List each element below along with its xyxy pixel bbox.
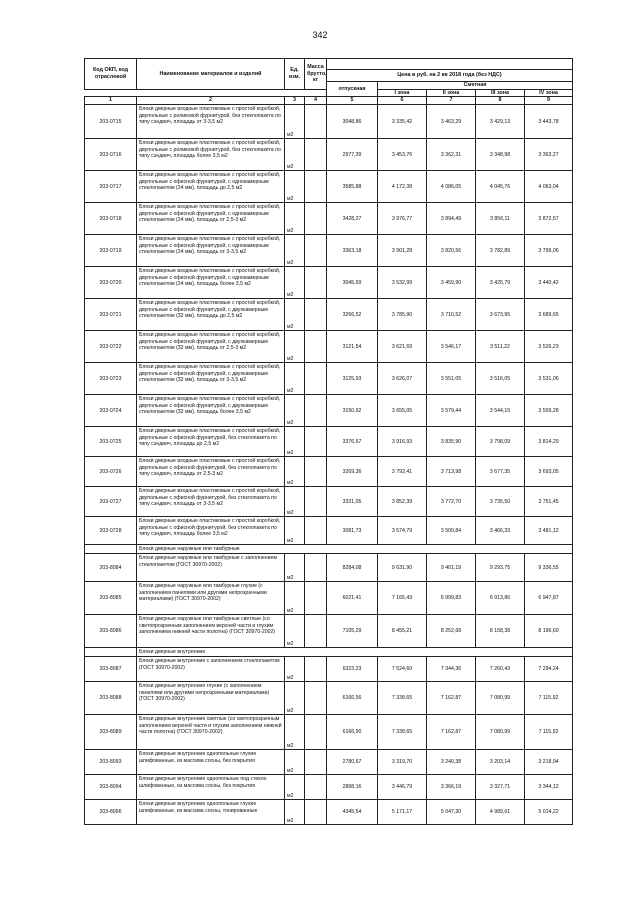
product-name: Блоки дверные входные пластиковые с простой коробкой, двупольные с офисной фурнитурой, с однокамерным стеклопакетом (24 мм), площадь от 2,5-3 м2 (137, 203, 285, 235)
unit: м2 (285, 487, 305, 517)
zone-2-price: 3 835,90 (427, 427, 476, 457)
unit: м2 (285, 517, 305, 545)
header-estimate: Сметная (378, 82, 573, 90)
release-price: 4345,54 (327, 800, 378, 825)
zone-2-price: 9 401,19 (427, 554, 476, 582)
zone-4-price: 5 014,22 (525, 800, 573, 825)
product-name: Блоки дверные входные пластиковые с простой коробкой, двупольные с офисной фурнитурой, с однокамерным стеклопакетом (24 мм), площадь до 2,5 м2 (137, 171, 285, 203)
zone-2-price: 3 463,29 (427, 105, 476, 139)
release-price: 3266,52 (327, 299, 378, 331)
zone-4-price: 3 872,57 (525, 203, 573, 235)
product-name: Блоки дверные входные пластиковые с простой коробкой, двупольные с роликовой фурнитурой, без стеклопакета по типу сэндвич, площадь от 3-3,5 м2 (137, 105, 285, 139)
zone-2-price: 3 713,98 (427, 457, 476, 487)
mass (305, 800, 327, 825)
table-body (85, 105, 573, 825)
release-price: 3269,36 (327, 457, 378, 487)
zone-2-price: 3 579,44 (427, 395, 476, 427)
zone-4-price: 3 440,42 (525, 267, 573, 299)
header-price-group: Цена в руб. на 2 кв 2018 года (без НДС) (327, 70, 573, 82)
table-row (85, 517, 573, 545)
zone-1-price: 3 626,07 (378, 363, 427, 395)
zone-3-price: 3 856,11 (476, 203, 525, 235)
zone-4-price: 3 751,45 (525, 487, 573, 517)
header-release: отпускная (327, 82, 378, 97)
unit: м2 (285, 331, 305, 363)
zone-4-price: 3 693,05 (525, 457, 573, 487)
zone-3-price: 3 798,09 (476, 427, 525, 457)
mass (305, 139, 327, 171)
zone-3-price: 3 511,22 (476, 331, 525, 363)
zone-4-price: 7 294,24 (525, 657, 573, 682)
zone-1-price: 9 631,90 (378, 554, 427, 582)
product-name: Блоки дверные входные пластиковые с простой коробкой, двупольные с офисной фурнитурой, с двухкамерным стеклопакетом (32 мм), площадь до 2,5 м2 (137, 299, 285, 331)
column-number: 3 (285, 97, 305, 105)
zone-2-price: 3 710,52 (427, 299, 476, 331)
product-name: Блоки дверные входные пластиковые с простой коробкой, двупольные с офисной фурнитурой, без стеклопакета по типу сэндвич, площадь от 3-3,5 м2 (137, 487, 285, 517)
column-number: 8 (476, 97, 525, 105)
zone-2-price: 3 772,70 (427, 487, 476, 517)
section-blank (85, 648, 137, 657)
mass (305, 395, 327, 427)
zone-4-price: 9 336,55 (525, 554, 573, 582)
product-code: 203-0726 (85, 457, 137, 487)
zone-1-price: 3 574,79 (378, 517, 427, 545)
unit: м2 (285, 715, 305, 750)
section-row (85, 648, 573, 657)
table-row (85, 615, 573, 648)
product-name: Блоки дверные входные пластиковые с простой коробкой, двупольные с офисной фурнитурой, с двухкамерным стеклопакетом (32 мм), площадь от 3-3,5 м2 (137, 363, 285, 395)
column-number: 2 (137, 97, 285, 105)
zone-3-price: 4 989,61 (476, 800, 525, 825)
product-code: 203-0718 (85, 203, 137, 235)
zone-1-price: 7 524,60 (378, 657, 427, 682)
product-name: Блоки дверные внутренние однопольные глухие шпифованные, из массива сосны, тонированные (137, 800, 285, 825)
release-price: 2898,16 (327, 775, 378, 800)
table-row (85, 457, 573, 487)
unit: м2 (285, 105, 305, 139)
mass (305, 299, 327, 331)
unit: м2 (285, 554, 305, 582)
product-code: 203-0727 (85, 487, 137, 517)
header-unit: Ед. изм. (285, 59, 305, 90)
table-row (85, 331, 573, 363)
mass (305, 171, 327, 203)
zone-2-price: 3 459,90 (427, 267, 476, 299)
product-code: 203-8093 (85, 750, 137, 775)
product-name: Блоки дверные входные пластиковые с простой коробкой, двупольные с офисной фурнитурой, с двухкамерным стеклопакетом (32 мм), площадь от 2,5-3 м2 (137, 331, 285, 363)
product-code: 203-8085 (85, 582, 137, 615)
mass (305, 775, 327, 800)
zone-1-price: 3 319,70 (378, 750, 427, 775)
zone-1-price: 3 792,41 (378, 457, 427, 487)
product-code: 203-8088 (85, 682, 137, 715)
table-row (85, 487, 573, 517)
zone-3-price: 3 782,89 (476, 235, 525, 267)
section-row (85, 545, 573, 554)
zone-1-price: 3 446,79 (378, 775, 427, 800)
mass (305, 427, 327, 457)
zone-4-price: 3 531,06 (525, 363, 573, 395)
zone-1-price: 3 453,76 (378, 139, 427, 171)
product-code: 203-0728 (85, 517, 137, 545)
release-price: 3321,05 (327, 487, 378, 517)
table-header (85, 59, 573, 105)
zone-4-price: 3 218,94 (525, 750, 573, 775)
zone-4-price: 7 115,92 (525, 715, 573, 750)
zone-4-price: 3 526,23 (525, 331, 573, 363)
unit: м2 (285, 582, 305, 615)
zone-4-price: 3 559,28 (525, 395, 573, 427)
release-price: 3121,54 (327, 331, 378, 363)
price-table (84, 58, 573, 825)
zone-4-price: 7 115,92 (525, 682, 573, 715)
table-row (85, 554, 573, 582)
mass (305, 331, 327, 363)
zone-1-price: 3 532,99 (378, 267, 427, 299)
table-row (85, 657, 573, 682)
zone-2-price: 7 162,87 (427, 682, 476, 715)
column-number: 6 (378, 97, 427, 105)
zone-3-price: 3 677,35 (476, 457, 525, 487)
unit: м2 (285, 395, 305, 427)
product-name: Блоки дверные внутренние однопольные глухие шпифованные, из массива сосны, без покрытия (137, 750, 285, 775)
mass (305, 363, 327, 395)
mass (305, 487, 327, 517)
release-price: 6021,41 (327, 582, 378, 615)
zone-3-price: 3 327,71 (476, 775, 525, 800)
product-name: Блоки дверные наружные или тамбурные светлые (со светопрозрачным заполнением верхней части и глухим заполнением нижней части полотна) (ГОСТ 30970-2002) (137, 615, 285, 648)
unit: м2 (285, 235, 305, 267)
zone-4-price: 6 947,87 (525, 582, 573, 615)
zone-2-price: 3 820,56 (427, 235, 476, 267)
mass (305, 657, 327, 682)
zone-1-price: 7 165,43 (378, 582, 427, 615)
product-name: Блоки дверные входные пластиковые с простой коробкой, двупольные с офисной фурнитурой, без стеклопакета по типу сэндвич, площадь от 2,5-3 м2 (137, 457, 285, 487)
unit: м2 (285, 139, 305, 171)
product-code: 203-0725 (85, 427, 137, 457)
product-name: Блоки дверные наружные или тамбурные глухие (с заполнением панелями или другими непрозрачными материалами) (ГОСТ 30970-2002) (137, 582, 285, 615)
release-price: 2780,67 (327, 750, 378, 775)
header-code: Код ОКП, код отраслевой (85, 59, 137, 90)
page-number: 342 (312, 30, 328, 40)
zone-1-price: 3 916,93 (378, 427, 427, 457)
product-name: Блоки дверные внутренние глухие (с заполнением панелями или другими непрозрачными материалами) (ГОСТ 30970-2002) (137, 682, 285, 715)
zone-4-price: 3 799,06 (525, 235, 573, 267)
unit: м2 (285, 299, 305, 331)
product-code: 203-0716 (85, 139, 137, 171)
zone-4-price: 3 689,65 (525, 299, 573, 331)
header-zone-1: I зона (378, 89, 427, 97)
unit: м2 (285, 457, 305, 487)
zone-3-price: 3 429,13 (476, 105, 525, 139)
product-name: Блоки дверные входные пластиковые с простой коробкой, двупольные с офисной фурнитурой, с однокамерным стеклопакетом (24 мм), площадь от 3-3,5 м2 (137, 235, 285, 267)
unit: м2 (285, 657, 305, 682)
column-number: 9 (525, 97, 573, 105)
release-price: 3125,93 (327, 363, 378, 395)
product-name: Блоки дверные внутренние с заполнением стеклопакетом (ГОСТ 30970-2002) (137, 657, 285, 682)
product-code: 203-0715 (85, 105, 137, 139)
product-code: 203-0720 (85, 267, 137, 299)
zone-2-price: 3 546,17 (427, 331, 476, 363)
product-code: 203-0722 (85, 331, 137, 363)
zone-3-price: 3 544,15 (476, 395, 525, 427)
zone-3-price: 7 080,99 (476, 715, 525, 750)
release-price: 6166,90 (327, 715, 378, 750)
unit: м2 (285, 775, 305, 800)
table-row (85, 235, 573, 267)
zone-3-price: 3 516,05 (476, 363, 525, 395)
zone-3-price: 6 913,86 (476, 582, 525, 615)
mass (305, 457, 327, 487)
table-row (85, 750, 573, 775)
product-code: 203-8086 (85, 615, 137, 648)
zone-1-price: 5 171,17 (378, 800, 427, 825)
product-name: Блоки дверные входные пластиковые с простой коробкой, двупольные с офисной фурнитурой, без стеклопакета по типу сэндвич, площадь более 3,5 м2 (137, 517, 285, 545)
zone-1-price: 3 655,05 (378, 395, 427, 427)
mass (305, 267, 327, 299)
unit: м2 (285, 682, 305, 715)
release-price: 3585,88 (327, 171, 378, 203)
column-number: 1 (85, 97, 137, 105)
product-name: Блоки дверные внутренние однопольные под стекло шлифованные, из массива сосны, без покрытия (137, 775, 285, 800)
release-price: 6166,56 (327, 682, 378, 715)
product-code: 203-8087 (85, 657, 137, 682)
zone-1-price: 4 172,38 (378, 171, 427, 203)
mass (305, 203, 327, 235)
zone-2-price: 8 252,68 (427, 615, 476, 648)
table-row (85, 715, 573, 750)
column-numbers-row (85, 97, 573, 105)
mass (305, 715, 327, 750)
zone-2-price: 6 999,83 (427, 582, 476, 615)
zone-2-price: 5 047,30 (427, 800, 476, 825)
product-name: Блоки дверные входные пластиковые с простой коробкой, двупольные с офисной фурнитурой, с двухкамерным стеклопакетом (32 мм), площадь более 3,5 м2 (137, 395, 285, 427)
release-price: 3428,27 (327, 203, 378, 235)
table-row (85, 267, 573, 299)
header-name: Наименование материалов и изделий (137, 59, 285, 90)
zone-2-price: 3 500,84 (427, 517, 476, 545)
product-name: Блоки дверные входные пластиковые с простой коробкой, двупольные с офисной фурнитурой, без стеклопакета по типу сэндвич, площадь до 2,5 м2 (137, 427, 285, 457)
zone-2-price: 3 366,19 (427, 775, 476, 800)
mass (305, 235, 327, 267)
product-name: Блоки дверные внутренние светлые (со светопрозрачным заполнением верхней части и глухим заполнением нижней части полотна) (ГОСТ 30970-2002) (137, 715, 285, 750)
zone-4-price: 3 363,27 (525, 139, 573, 171)
table-row (85, 395, 573, 427)
table-row (85, 800, 573, 825)
zone-1-price: 3 335,42 (378, 105, 427, 139)
product-code: 203-8096 (85, 800, 137, 825)
zone-2-price: 3 894,49 (427, 203, 476, 235)
mass (305, 554, 327, 582)
zone-2-price: 3 240,38 (427, 750, 476, 775)
zone-2-price: 7 162,87 (427, 715, 476, 750)
header-zone-4: IV зона (525, 89, 573, 97)
section-title: Блоки дверные внутренние (137, 648, 573, 657)
zone-1-price: 3 621,69 (378, 331, 427, 363)
column-number: 5 (327, 97, 378, 105)
release-price: 3048,86 (327, 105, 378, 139)
zone-3-price: 3 466,33 (476, 517, 525, 545)
table-row (85, 682, 573, 715)
zone-1-price: 7 338,65 (378, 715, 427, 750)
unit: м2 (285, 267, 305, 299)
release-price: 3363,18 (327, 235, 378, 267)
header-zone-2: II зона (427, 89, 476, 97)
release-price: 3376,67 (327, 427, 378, 457)
section-title: Блоки дверные наружные или тамбурные (137, 545, 573, 554)
unit: м2 (285, 800, 305, 825)
zone-1-price: 7 338,65 (378, 682, 427, 715)
header-mass: Масса брутто, кг (305, 59, 327, 90)
zone-4-price: 3 443,78 (525, 105, 573, 139)
table-row (85, 427, 573, 457)
product-name: Блоки дверные наружные или тамбурные с заполнением стеклопакетом (ГОСТ 30970-2002) (137, 554, 285, 582)
section-blank (85, 545, 137, 554)
unit: м2 (285, 615, 305, 648)
header-zone-3: III зона (476, 89, 525, 97)
zone-1-price: 3 976,77 (378, 203, 427, 235)
mass (305, 682, 327, 715)
mass (305, 517, 327, 545)
product-code: 203-0723 (85, 363, 137, 395)
release-price: 6323,23 (327, 657, 378, 682)
mass (305, 582, 327, 615)
column-number: 7 (427, 97, 476, 105)
zone-3-price: 8 158,38 (476, 615, 525, 648)
mass (305, 615, 327, 648)
table-row (85, 139, 573, 171)
unit: м2 (285, 750, 305, 775)
zone-3-price: 3 735,50 (476, 487, 525, 517)
zone-1-price: 8 455,21 (378, 615, 427, 648)
zone-1-price: 3 901,28 (378, 235, 427, 267)
release-price: 3081,73 (327, 517, 378, 545)
unit: м2 (285, 171, 305, 203)
release-price: 3150,92 (327, 395, 378, 427)
table-row (85, 299, 573, 331)
unit: м2 (285, 203, 305, 235)
zone-1-price: 3 785,90 (378, 299, 427, 331)
zone-2-price: 4 086,05 (427, 171, 476, 203)
zone-4-price: 3 344,12 (525, 775, 573, 800)
zone-3-price: 3 425,79 (476, 267, 525, 299)
zone-2-price: 3 551,05 (427, 363, 476, 395)
table-row (85, 363, 573, 395)
zone-3-price: 3 673,95 (476, 299, 525, 331)
table-row (85, 105, 573, 139)
zone-2-price: 7 344,36 (427, 657, 476, 682)
zone-4-price: 8 196,60 (525, 615, 573, 648)
table-row (85, 775, 573, 800)
product-code: 203-0719 (85, 235, 137, 267)
mass (305, 750, 327, 775)
mass (305, 105, 327, 139)
product-code: 203-0724 (85, 395, 137, 427)
product-code: 203-8089 (85, 715, 137, 750)
unit: м2 (285, 427, 305, 457)
zone-3-price: 4 045,76 (476, 171, 525, 203)
unit: м2 (285, 363, 305, 395)
product-code: 203-8084 (85, 554, 137, 582)
zone-2-price: 3 362,31 (427, 139, 476, 171)
zone-4-price: 3 814,29 (525, 427, 573, 457)
table-row (85, 582, 573, 615)
zone-3-price: 7 080,99 (476, 682, 525, 715)
column-number: 4 (305, 97, 327, 105)
release-price: 2977,39 (327, 139, 378, 171)
table-row (85, 171, 573, 203)
zone-3-price: 9 293,75 (476, 554, 525, 582)
table-row (85, 203, 573, 235)
zone-4-price: 4 063,04 (525, 171, 573, 203)
product-code: 203-0721 (85, 299, 137, 331)
release-price: 8284,08 (327, 554, 378, 582)
release-price: 7105,29 (327, 615, 378, 648)
release-price: 3045,69 (327, 267, 378, 299)
zone-3-price: 3 203,14 (476, 750, 525, 775)
product-code: 203-0717 (85, 171, 137, 203)
zone-3-price: 3 348,98 (476, 139, 525, 171)
zone-4-price: 3 481,12 (525, 517, 573, 545)
product-code: 203-8094 (85, 775, 137, 800)
product-name: Блоки дверные входные пластиковые с простой коробкой, двупольные с офисной фурнитурой, с однокамерным стеклопакетом (24 мм), площадь более 3,5 м2 (137, 267, 285, 299)
zone-1-price: 3 852,39 (378, 487, 427, 517)
product-name: Блоки дверные входные пластиковые с простой коробкой, двупольные с роликовой фурнитурой, без стеклопакета по типу сэндвич, площадь более 3,5 м2 (137, 139, 285, 171)
zone-3-price: 7 260,43 (476, 657, 525, 682)
